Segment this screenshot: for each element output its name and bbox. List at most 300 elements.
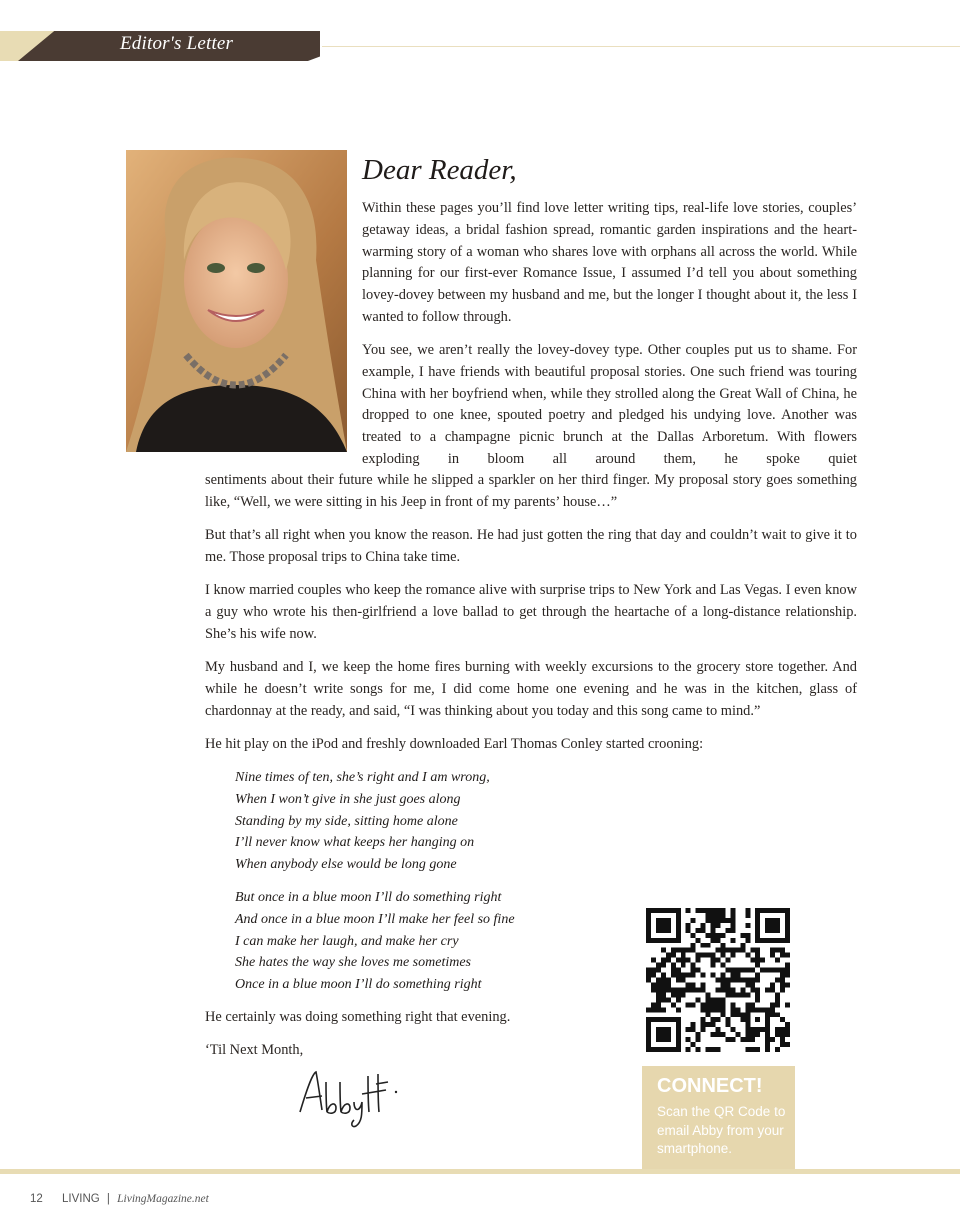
qr-module: [735, 1032, 740, 1037]
qr-module: [716, 1027, 721, 1032]
qr-module: [716, 918, 721, 923]
qr-module: [656, 938, 661, 943]
paragraph-4: I know married couples who keep the romance alive with surprise trips to New York and Las Vegas. I even know a guy who wrote his then-girlfriend a love ballad to get through the heartache of a long-distance relationship. She’s his wife now.: [205, 582, 857, 642]
qr-module: [745, 992, 750, 997]
editor-portrait-photo: [126, 150, 347, 452]
qr-module: [735, 973, 740, 978]
qr-module: [775, 918, 780, 923]
qr-module: [711, 973, 716, 978]
qr-module: [656, 908, 661, 913]
qr-module: [661, 923, 666, 928]
qr-module: [671, 1017, 676, 1022]
qr-module: [725, 958, 730, 963]
qr-module: [750, 978, 755, 983]
qr-module: [720, 1007, 725, 1012]
qr-module: [661, 997, 666, 1002]
lyrics-verse-2: [235, 887, 515, 996]
qr-module: [671, 963, 676, 968]
qr-module: [691, 1022, 696, 1027]
qr-module: [780, 982, 785, 987]
qr-module: [765, 1047, 770, 1052]
qr-module: [676, 978, 681, 983]
qr-module: [765, 938, 770, 943]
qr-module: [651, 908, 656, 913]
qr-module: [666, 1017, 671, 1022]
qr-module: [745, 1032, 750, 1037]
qr-module: [745, 1012, 750, 1017]
qr-module: [745, 1022, 750, 1027]
qr-module: [765, 918, 770, 923]
qr-module: [716, 1047, 721, 1052]
qr-module: [750, 1007, 755, 1012]
qr-module: [681, 953, 686, 958]
qr-module: [661, 1047, 666, 1052]
lyric-line: I’ll never know what keeps her hanging on: [235, 835, 475, 851]
qr-module: [686, 928, 691, 933]
qr-module: [646, 938, 651, 943]
qr-module: [711, 1002, 716, 1007]
qr-module: [646, 978, 651, 983]
qr-module: [730, 1007, 735, 1012]
qr-module: [651, 958, 656, 963]
qr-module: [745, 913, 750, 918]
qr-module: [730, 1012, 735, 1017]
qr-module: [706, 908, 711, 913]
paragraph-1: Within these pages you’ll find love letter writing tips, real-life love stories, couples’ getaway ideas, a bridal fashion spread, romantic garden inspirations and the heart-warming story of a woman who shares love with orphans all across the world. While planning for our first-ever Romance Issue, I assumed I’d tell you about something lovey-dovey between my husband and me, but the longer I thought about it, the less I wanted to follow through.: [362, 200, 857, 325]
qr-module: [661, 1027, 666, 1032]
qr-module: [696, 968, 701, 973]
qr-module: [750, 1002, 755, 1007]
qr-module: [740, 978, 745, 983]
qr-module: [720, 913, 725, 918]
qr-module: [661, 1007, 666, 1012]
qr-module: [775, 992, 780, 997]
qr-module: [661, 992, 666, 997]
qr-module: [740, 1017, 745, 1022]
qr-module: [716, 1007, 721, 1012]
qr-module: [666, 918, 671, 923]
qr-module: [706, 997, 711, 1002]
qr-module: [701, 928, 706, 933]
qr-module: [720, 963, 725, 968]
qr-module: [656, 963, 661, 968]
qr-module: [770, 938, 775, 943]
qr-module: [661, 948, 666, 953]
header-rule: [322, 46, 960, 47]
qr-module: [656, 1027, 661, 1032]
qr-module: [676, 1022, 681, 1027]
qr-module: [666, 1032, 671, 1037]
qr-module: [780, 1042, 785, 1047]
qr-module: [706, 992, 711, 997]
qr-module: [785, 968, 790, 973]
qr-module: [711, 928, 716, 933]
qr-module: [755, 958, 760, 963]
paragraph-5: My husband and I, we keep the home fires burning with weekly excursions to the grocery store together. And while he doesn’t write songs for me, I did come home one evening and he was in the kitchen, glass of chardonnay at the ready, and said, “I was thinking about you today and this song came to mind.”: [205, 659, 857, 719]
qr-module: [716, 1032, 721, 1037]
qr-module: [770, 1007, 775, 1012]
qr-module: [666, 953, 671, 958]
qr-module: [735, 948, 740, 953]
qr-module: [770, 953, 775, 958]
qr-module: [696, 1047, 701, 1052]
qr-module: [775, 958, 780, 963]
qr-module: [671, 908, 676, 913]
section-title: Editor's Letter: [120, 33, 234, 54]
qr-module: [780, 953, 785, 958]
qr-module: [646, 1042, 651, 1047]
qr-module: [770, 1002, 775, 1007]
qr-module: [716, 987, 721, 992]
qr-module: [730, 973, 735, 978]
qr-module: [745, 908, 750, 913]
qr-module: [706, 1022, 711, 1027]
connect-callout: [642, 1066, 795, 1172]
qr-module: [765, 1032, 770, 1037]
qr-module: [730, 1037, 735, 1042]
qr-module: [676, 958, 681, 963]
qr-module: [711, 933, 716, 938]
qr-module: [656, 1032, 661, 1037]
qr-module: [720, 1032, 725, 1037]
paragraph-2-continued: sentiments about their future while he slipped a sparkler on her third finger. My proposal story goes something like, “Well, we were sitting in his Jeep in front of my parents’ house…”: [205, 472, 857, 510]
qr-module: [716, 978, 721, 983]
qr-module: [696, 938, 701, 943]
qr-module: [646, 913, 651, 918]
qr-module: [686, 923, 691, 928]
qr-module: [760, 968, 765, 973]
qr-module: [720, 948, 725, 953]
qr-module: [691, 933, 696, 938]
qr-module: [740, 1037, 745, 1042]
qr-module: [651, 973, 656, 978]
qr-module: [740, 987, 745, 992]
qr-module: [730, 913, 735, 918]
qr-module: [780, 973, 785, 978]
qr-module: [765, 1037, 770, 1042]
signoff: ‘Til Next Month,: [205, 1042, 304, 1058]
qr-module: [765, 1017, 770, 1022]
qr-module: [701, 1007, 706, 1012]
qr-module: [765, 1022, 770, 1027]
qr-module: [656, 997, 661, 1002]
qr-module: [671, 992, 676, 997]
qr-module: [720, 997, 725, 1002]
qr-module: [691, 973, 696, 978]
qr-module: [686, 908, 691, 913]
qr-module: [666, 928, 671, 933]
qr-module: [750, 1047, 755, 1052]
qr-module: [755, 992, 760, 997]
qr-module: [716, 997, 721, 1002]
qr-module: [676, 1027, 681, 1032]
qr-module: [785, 963, 790, 968]
qr-module: [735, 1007, 740, 1012]
website-link[interactable]: LivingMagazine.net: [117, 1193, 209, 1205]
qr-module: [770, 928, 775, 933]
qr-module: [661, 928, 666, 933]
qr-module: [725, 1037, 730, 1042]
qr-module: [691, 1027, 696, 1032]
qr-module: [656, 1037, 661, 1042]
qr-module: [676, 1037, 681, 1042]
qr-module: [666, 958, 671, 963]
qr-module: [711, 908, 716, 913]
qr-module: [696, 953, 701, 958]
lyric-line: When anybody else would be long gone: [235, 857, 457, 873]
qr-module: [676, 948, 681, 953]
qr-module: [770, 948, 775, 953]
qr-module: [765, 1007, 770, 1012]
qr-module: [735, 978, 740, 983]
qr-module: [666, 938, 671, 943]
qr-module: [765, 1027, 770, 1032]
qr-module: [701, 982, 706, 987]
qr-module: [696, 987, 701, 992]
qr-module: [651, 1007, 656, 1012]
qr-module: [711, 1032, 716, 1037]
qr-module: [691, 943, 696, 948]
qr-module: [661, 1017, 666, 1022]
qr-module: [730, 918, 735, 923]
qr-module: [706, 1007, 711, 1012]
qr-module: [661, 982, 666, 987]
qr-module: [785, 928, 790, 933]
qr-module: [661, 918, 666, 923]
qr-module: [730, 923, 735, 928]
qr-module: [711, 913, 716, 918]
qr-module: [696, 1032, 701, 1037]
qr-module: [661, 1037, 666, 1042]
qr-module: [676, 933, 681, 938]
qr-module: [656, 1002, 661, 1007]
qr-module: [681, 987, 686, 992]
qr-module: [755, 1027, 760, 1032]
qr-module: [646, 1037, 651, 1042]
qr-module: [651, 982, 656, 987]
qr-module: [740, 992, 745, 997]
qr-module: [730, 953, 735, 958]
qr-module: [716, 938, 721, 943]
qr-module: [725, 992, 730, 997]
qr-module: [646, 973, 651, 978]
qr-module: [730, 938, 735, 943]
lyric-line: Once in a blue moon I’ll do something right: [235, 977, 482, 993]
greeting-heading: Dear Reader,: [362, 154, 517, 186]
qr-module: [720, 1002, 725, 1007]
qr-module: [681, 973, 686, 978]
handwritten-signature: [292, 1062, 400, 1132]
qr-module: [765, 908, 770, 913]
qr-module: [656, 1017, 661, 1022]
qr-module: [701, 943, 706, 948]
qr-module: [661, 978, 666, 983]
connect-description: Scan the QR Code to email Abby from your smartphone.: [657, 1104, 786, 1156]
qr-module: [676, 928, 681, 933]
magazine-name: LIVING: [62, 1193, 100, 1205]
qr-module: [676, 1032, 681, 1037]
qr-module: [671, 948, 676, 953]
qr-module: [676, 908, 681, 913]
qr-module: [765, 928, 770, 933]
qr-module: [676, 987, 681, 992]
qr-module: [681, 948, 686, 953]
qr-module: [691, 1002, 696, 1007]
qr-module: [691, 1042, 696, 1047]
qr-module: [651, 938, 656, 943]
qr-module: [725, 978, 730, 983]
qr-module: [651, 1002, 656, 1007]
qr-module: [745, 982, 750, 987]
qr-module: [671, 1047, 676, 1052]
qr-module: [676, 1007, 681, 1012]
qr-module: [735, 992, 740, 997]
qr-module: [770, 918, 775, 923]
paragraph-6: He hit play on the iPod and freshly downloaded Earl Thomas Conley started crooning:: [205, 736, 704, 752]
footer-separator: |: [106, 1193, 110, 1205]
qr-module: [646, 1027, 651, 1032]
qr-module: [745, 1007, 750, 1012]
qr-module: [661, 973, 666, 978]
qr-module: [706, 1012, 711, 1017]
qr-module: [775, 923, 780, 928]
qr-module: [671, 1002, 676, 1007]
qr-module: [765, 987, 770, 992]
qr-module: [775, 908, 780, 913]
qr-module: [780, 1037, 785, 1042]
qr-module: [755, 997, 760, 1002]
qr-module: [656, 992, 661, 997]
qr-module: [656, 1047, 661, 1052]
qr-module: [745, 953, 750, 958]
qr-module: [730, 992, 735, 997]
qr-module: [755, 908, 760, 913]
qr-module: [745, 1047, 750, 1052]
qr-module: [745, 938, 750, 943]
qr-module: [651, 987, 656, 992]
qr-module: [785, 973, 790, 978]
qr-module: [666, 908, 671, 913]
qr-module: [740, 943, 745, 948]
qr-module: [696, 958, 701, 963]
qr-module: [681, 978, 686, 983]
qr-module: [716, 908, 721, 913]
qr-module: [681, 958, 686, 963]
qr-module: [656, 987, 661, 992]
qr-module: [785, 1022, 790, 1027]
qr-module: [775, 1012, 780, 1017]
qr-module: [720, 978, 725, 983]
qr-module: [676, 992, 681, 997]
qr-module: [646, 1032, 651, 1037]
qr-module: [730, 968, 735, 973]
qr-module: [676, 1047, 681, 1052]
qr-module: [701, 1017, 706, 1022]
qr-module: [666, 1037, 671, 1042]
qr-module: [686, 1027, 691, 1032]
qr-module: [785, 918, 790, 923]
qr-module: [676, 938, 681, 943]
qr-module: [775, 1027, 780, 1032]
qr-module: [676, 997, 681, 1002]
qr-module: [755, 913, 760, 918]
qr-module: [730, 908, 735, 913]
qr-module: [716, 1002, 721, 1007]
qr-module: [755, 987, 760, 992]
qr-module: [666, 1047, 671, 1052]
qr-module: [711, 958, 716, 963]
qr-module: [725, 948, 730, 953]
qr-module: [735, 968, 740, 973]
qr-module: [725, 982, 730, 987]
qr-module: [785, 1032, 790, 1037]
qr-module: [755, 938, 760, 943]
qr-module: [711, 938, 716, 943]
qr-module: [775, 948, 780, 953]
qr-module: [785, 908, 790, 913]
qr-code[interactable]: [646, 908, 790, 1052]
qr-module: [725, 928, 730, 933]
qr-module: [706, 933, 711, 938]
qr-module: [775, 928, 780, 933]
qr-module: [765, 968, 770, 973]
qr-module: [686, 948, 691, 953]
qr-module: [706, 1002, 711, 1007]
qr-module: [730, 1027, 735, 1032]
qr-module: [770, 982, 775, 987]
qr-module: [745, 923, 750, 928]
qr-module: [740, 948, 745, 953]
qr-module: [760, 1027, 765, 1032]
qr-module: [775, 1032, 780, 1037]
qr-module: [725, 1017, 730, 1022]
qr-module: [646, 1017, 651, 1022]
qr-module: [646, 1022, 651, 1027]
qr-module: [691, 968, 696, 973]
qr-module: [740, 933, 745, 938]
qr-module: [735, 1012, 740, 1017]
qr-module: [780, 1032, 785, 1037]
qr-module: [661, 908, 666, 913]
qr-module: [686, 1002, 691, 1007]
lyric-line: When I won’t give in she just goes along: [235, 791, 461, 807]
qr-module: [750, 982, 755, 987]
qr-module: [711, 953, 716, 958]
qr-module: [656, 923, 661, 928]
qr-module: [770, 1012, 775, 1017]
qr-module: [750, 958, 755, 963]
qr-module: [750, 1027, 755, 1032]
qr-module: [706, 918, 711, 923]
qr-module: [656, 928, 661, 933]
qr-module: [745, 978, 750, 983]
qr-module: [696, 997, 701, 1002]
page-footer: [30, 1193, 209, 1205]
qr-module: [755, 973, 760, 978]
qr-module: [780, 908, 785, 913]
qr-module: [785, 933, 790, 938]
qr-module: [720, 953, 725, 958]
qr-module: [775, 978, 780, 983]
connect-title: CONNECT!: [657, 1075, 763, 1097]
lyric-line: I can make her laugh, and make her cry: [235, 933, 459, 949]
qr-module: [686, 1037, 691, 1042]
qr-module: [686, 982, 691, 987]
qr-module: [666, 987, 671, 992]
page-number: 12: [30, 1193, 43, 1205]
qr-module: [720, 943, 725, 948]
qr-module: [711, 923, 716, 928]
